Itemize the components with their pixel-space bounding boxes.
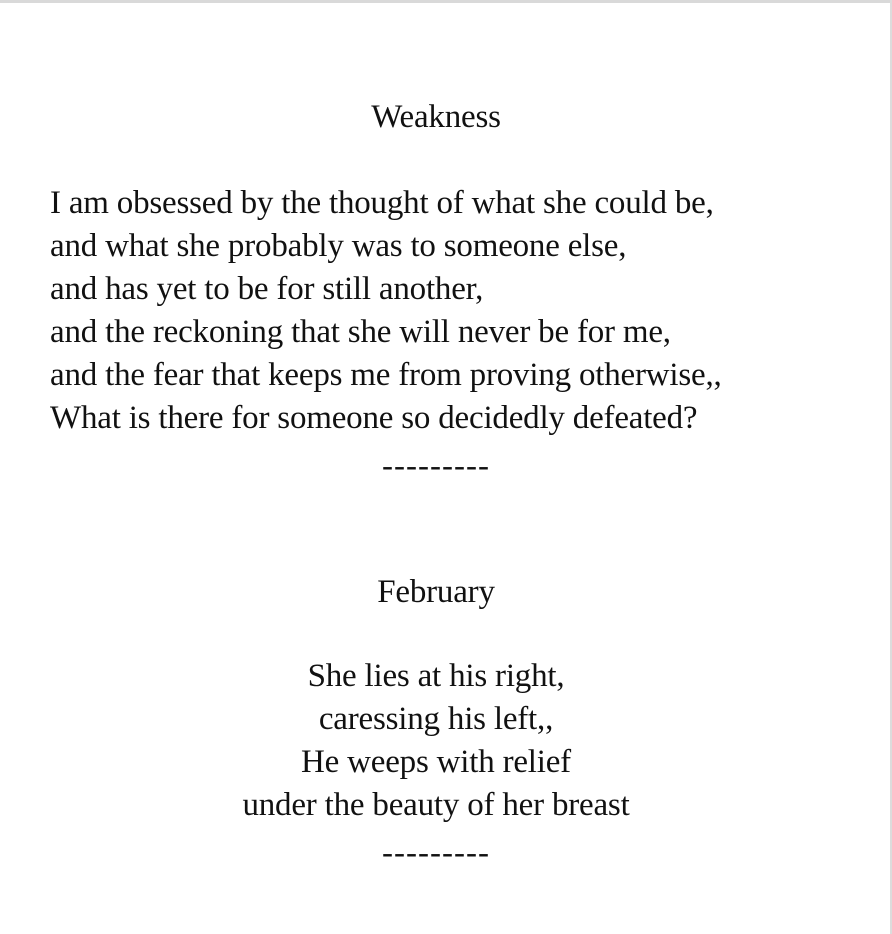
poem-title-weakness: Weakness — [371, 99, 501, 135]
poem-line: and has yet to be for still another, — [50, 271, 484, 307]
poem-line: He weeps with relief — [301, 744, 571, 780]
poem-line: and the fear that keeps me from proving otherwise,, — [50, 357, 722, 393]
poem-line: under the beauty of her breast — [242, 787, 630, 823]
poem-body-weakness — [50, 182, 870, 440]
poem-body-february — [0, 655, 872, 827]
poem-line: What is there for someone so decidedly defeated? — [50, 400, 698, 436]
poem-divider: --------- — [382, 835, 490, 871]
poem-line: and what she probably was to someone else, — [50, 228, 627, 264]
poem-title-february: February — [377, 574, 495, 610]
page-edge-top — [0, 0, 892, 3]
poem-line: I am obsessed by the thought of what she could be, — [50, 185, 714, 221]
poem-line: caressing his left,, — [318, 701, 554, 737]
poem-line: and the reckoning that she will never be for me, — [50, 314, 671, 350]
poem-divider: --------- — [382, 448, 490, 484]
poem-line: She lies at his right, — [307, 658, 565, 694]
